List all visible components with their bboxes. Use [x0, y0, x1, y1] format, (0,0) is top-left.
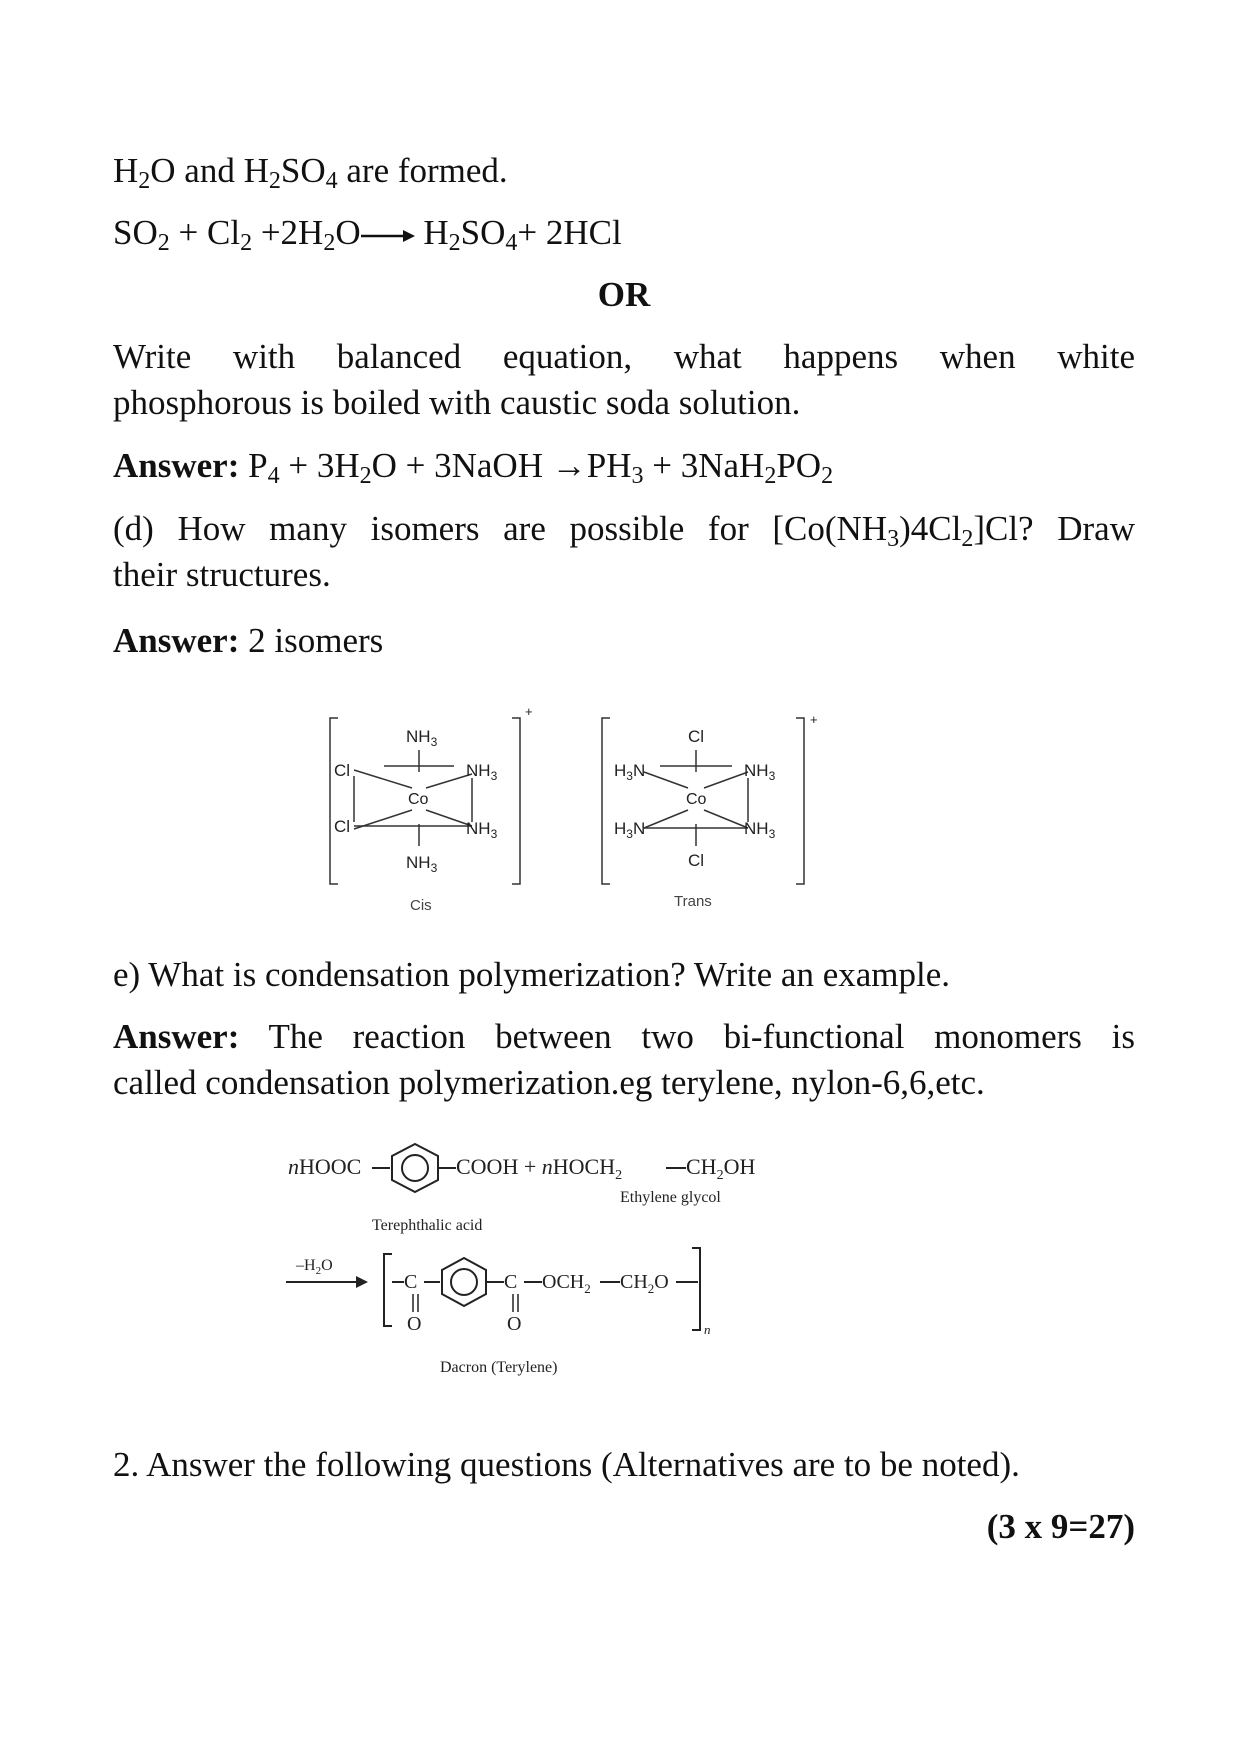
text-line-h2o-h2so4: $H_2O$ and $H_2SO_4$ are formed.	[113, 151, 508, 194]
question-white-phosphorous-line1: Write with balanced equation, what happens when white	[113, 337, 1135, 376]
cis-nh3-right-bottom: $NH_3$	[466, 819, 498, 841]
answer-p4-equation: Answer: $P_4 + 3H_2O$ + 3NaOH $\to PH_3 + 3NaH_2PO_2$	[113, 446, 834, 489]
ch2o-text: $CH_2O$	[620, 1271, 669, 1296]
cis-label: Cis	[410, 897, 432, 914]
carbonyl-c-left: C	[404, 1271, 418, 1293]
minus-h2o-label: $-H_2O$	[296, 1257, 333, 1277]
question-white-phosphorous-line2: phosphorous is boiled with caustic soda solution.	[113, 383, 801, 422]
marks-label: (3 x 9=27)	[986, 1507, 1135, 1546]
carbonyl-o-left: O	[407, 1313, 422, 1335]
dacron-label: Dacron (Terylene)	[440, 1359, 558, 1376]
cis-nh3-top: $NH_3$	[406, 727, 438, 749]
benzene-ring-icon	[442, 1258, 486, 1306]
nhooc-text: nHOOC	[288, 1154, 362, 1179]
question-d-line2: their structures.	[113, 555, 331, 594]
cis-nh3-right-top: $NH_3$	[466, 761, 498, 783]
arrow-icon: →	[551, 446, 587, 485]
cooh-plus-glycol-text: COOH + nHOCH$_2$	[456, 1154, 623, 1183]
question-2-heading: 2. Answer the following questions (Alternatives are to be noted).	[113, 1445, 1020, 1484]
reaction-arrow-icon	[286, 1276, 368, 1288]
carbonyl-c-right: C	[504, 1271, 518, 1293]
answer-e-line2: called condensation polymerization.eg terylene, nylon-6,6,etc.	[113, 1063, 985, 1102]
benzene-ring-icon	[392, 1144, 438, 1192]
trans-cl-bottom: Cl	[688, 851, 705, 870]
or-heading: OR	[597, 275, 651, 314]
ethylene-glycol-label: Ethylene glycol	[620, 1189, 721, 1206]
carbonyl-o-right: O	[507, 1313, 522, 1335]
trans-label: Trans	[674, 893, 712, 910]
answer-d: Answer: 2 isomers	[113, 621, 384, 660]
cis-cl-bottom: Cl	[334, 817, 351, 836]
trans-h3n-bottom: $H_3N$	[614, 819, 646, 841]
trans-cl-top: Cl	[688, 727, 705, 746]
ch2oh-text: $CH_2OH$	[686, 1154, 756, 1183]
cis-charge: +	[525, 704, 533, 719]
och2-text: $OCH_2$	[542, 1271, 591, 1296]
trans-h3n-top: $H_3N$	[614, 761, 646, 783]
trans-co-center: Co	[686, 791, 707, 808]
terephthalic-acid-label: Terephthalic acid	[372, 1217, 483, 1234]
question-d-line1: (d) How many isomers are possible for $[Co(NH_3)4Cl_2]Cl$? Draw	[113, 509, 1135, 552]
reaction-arrow-icon	[361, 229, 415, 243]
cis-cl-top: Cl	[334, 761, 351, 780]
equation-so2-cl2: $SO_2 + Cl_2 +2H_2O$ $H_2SO_4+ 2HCl$	[113, 213, 622, 256]
trans-nh3-top: $NH_3$	[744, 761, 776, 783]
trans-nh3-bottom: $NH_3$	[744, 819, 776, 841]
repeat-n-label: n	[704, 1322, 711, 1337]
trans-charge: +	[810, 712, 818, 727]
question-e: e) What is condensation polymerization? Write an example.	[113, 955, 951, 994]
dacron-reaction-figure	[280, 1130, 840, 1390]
answer-e-line1: Answer: The reaction between two bi-functional monomers is	[113, 1017, 1135, 1056]
cis-co-center: Co	[408, 791, 429, 808]
isomer-structures-figure	[320, 700, 840, 930]
cis-nh3-bottom: $NH_3$	[406, 853, 438, 875]
